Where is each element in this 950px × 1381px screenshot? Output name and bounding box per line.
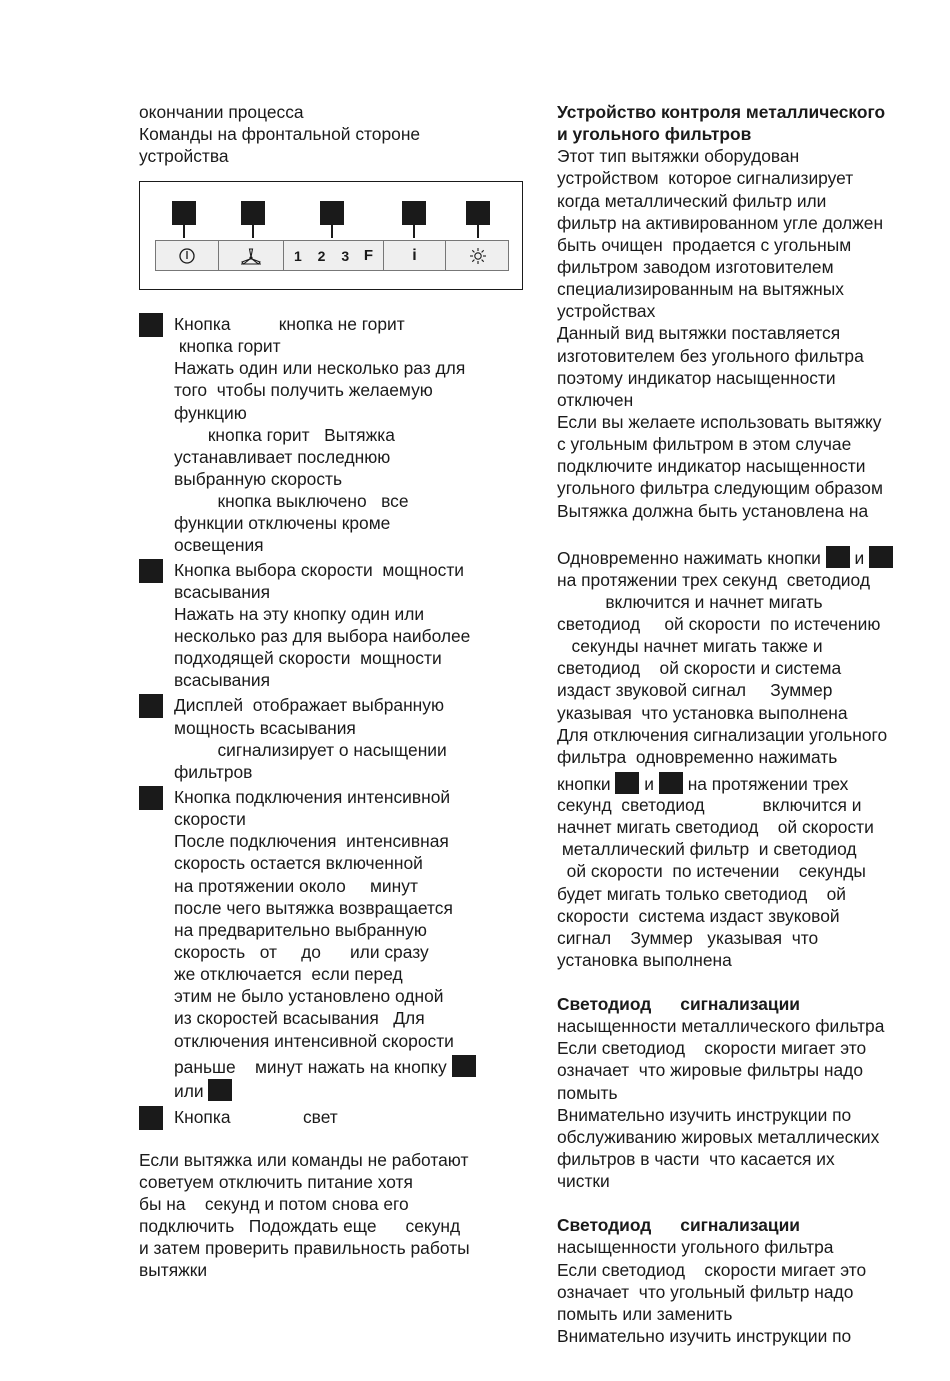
text-line: чистки — [557, 1171, 610, 1192]
left-column — [139, 101, 529, 167]
text-line: фильтр на активированном угле должен — [557, 212, 884, 233]
text-line: с угольным фильтром в этом случае — [557, 434, 852, 455]
text-line — [174, 1052, 529, 1078]
text-line: Кнопка свет — [174, 1106, 338, 1127]
inline-marker — [869, 546, 893, 568]
text-line: металлический фильтр и светодиод — [557, 839, 857, 860]
text-line: устанавливает последнюю — [174, 446, 391, 467]
text-line: из скоростей всасывания Для — [174, 1008, 425, 1029]
marker-stem — [252, 225, 254, 238]
fan-key — [219, 241, 284, 270]
text-line: подключите индикатор насыщенности — [557, 456, 866, 477]
text-line: насыщенности угольного фильтра — [557, 1237, 834, 1258]
list-item — [139, 313, 529, 557]
text-line: быть очищен продается с угольным — [557, 234, 852, 255]
text-line: кнопка горит — [174, 336, 281, 357]
marker-square — [402, 201, 426, 225]
text-fragment: раньше минут нажать на кнопку — [174, 1056, 452, 1077]
item-marker — [139, 786, 163, 810]
marker-square — [320, 201, 344, 225]
text-line: Этот тип вытяжки оборудован — [557, 146, 800, 167]
marker-stem — [477, 225, 479, 238]
text-line: ой скорости по истечении секунды — [557, 861, 866, 882]
power-icon — [178, 247, 196, 265]
text-line: изготовителем без угольного фильтра — [557, 345, 864, 366]
inline-marker — [659, 772, 683, 794]
text-line: После подключения интенсивная — [174, 831, 449, 852]
text-line: сигнализирует о насыщении — [174, 739, 447, 760]
text-line: же отключается если перед — [174, 964, 403, 985]
text-line: устройства — [139, 146, 229, 167]
marker-square — [241, 201, 265, 225]
text-fragment: Одновременно нажимать кнопки — [557, 547, 826, 568]
text-line: Если вытяжка или команды не работают — [139, 1149, 469, 1170]
text-line — [557, 768, 942, 794]
info-icon: i — [412, 246, 417, 264]
text-line: Данный вид вытяжки поставляется — [557, 323, 841, 344]
text-line: включится и начнет мигать — [557, 591, 823, 612]
text-line: этим не было установлено одной — [174, 986, 444, 1007]
text-line: отключения интенсивной скорости — [174, 1030, 454, 1051]
text-line: установка выполнена — [557, 949, 732, 970]
text-line: Если светодиод скорости мигает это — [557, 1038, 867, 1059]
light-key — [446, 241, 509, 270]
inline-marker — [208, 1079, 232, 1101]
text-line: светодиод ой скорости и система — [557, 658, 842, 679]
intensive-key — [384, 241, 446, 270]
paragraph — [557, 993, 942, 1192]
text-line: насыщенности металлического фильтра — [557, 1016, 885, 1037]
text-line: Если светодиод скорости мигает это — [557, 1259, 867, 1280]
text-line: кнопка горит Вытяжка — [174, 424, 395, 445]
text-line: того чтобы получить желаемую — [174, 380, 433, 401]
text-line: означает что угольный фильтр надо — [557, 1281, 854, 1302]
text-line: Нажать на эту кнопку один или — [174, 603, 425, 624]
text-line: Дисплей отображает выбранную — [174, 695, 445, 716]
text-line: устройством которое сигнализирует — [557, 168, 854, 189]
text-fragment: на протяжении трех — [682, 773, 849, 794]
paragraph — [557, 1214, 942, 1347]
heading-line: и угольного фильтров — [557, 124, 752, 145]
section-heading — [557, 101, 942, 145]
text-line: после чего вытяжка возвращается — [174, 897, 453, 918]
text-line — [557, 545, 942, 569]
filter-indicator: F — [363, 247, 373, 264]
marker-stem — [331, 225, 333, 238]
text-line: советуем отключить питание хотя — [139, 1171, 413, 1192]
text-line: издаст звуковой сигнал Зуммер — [557, 680, 833, 701]
text-line: фильтра одновременно нажимать — [557, 746, 838, 767]
text-line: несколько раз для выбора наиболее — [174, 625, 471, 646]
text-line — [174, 1078, 529, 1104]
text-line: секунды начнет мигать также и — [557, 636, 823, 657]
text-line: фильтров в части что касается их — [557, 1149, 835, 1170]
text-line: выбранную скорость — [174, 468, 343, 489]
speed-display — [284, 241, 384, 270]
list-item — [139, 559, 529, 692]
item-marker — [139, 313, 163, 337]
item-marker — [139, 694, 163, 718]
heading-line: Устройство контроля металлического — [557, 102, 886, 122]
power-key — [156, 241, 219, 270]
text-line: начнет мигать светодиод ой скорости — [557, 817, 874, 838]
text-line: отключен — [557, 389, 634, 410]
buttons-description — [139, 313, 529, 1282]
text-fragment: и — [639, 773, 659, 794]
text-line: скорость остается включенной — [174, 853, 423, 874]
text-line: Нажать один или несколько раз для — [174, 358, 466, 379]
control-bar — [155, 240, 509, 271]
text-fragment: кнопки — [557, 773, 616, 794]
text-line: секунд светодиод включится и — [557, 794, 862, 815]
text-line: помыть или заменить — [557, 1303, 733, 1324]
text-line: угольного фильтра следующим образом — [557, 478, 883, 499]
text-line: светодиод ой скорости по истечению — [557, 613, 881, 634]
text-line: скорости система издаст звуковой — [557, 905, 840, 926]
text-line: функцию — [174, 402, 247, 423]
text-line: Если вы желаете использовать вытяжку — [557, 411, 882, 432]
text-line: подключить Подождать еще секунд — [139, 1216, 461, 1237]
text-line: на предварительно выбранную — [174, 919, 427, 940]
marker-stem — [183, 225, 185, 238]
marker-stem — [413, 225, 415, 238]
heading-line: Светодиод сигнализации — [557, 1215, 800, 1236]
text-line: Кнопка выбора скорости мощности — [174, 559, 465, 580]
text-line: всасывания — [174, 670, 271, 691]
text-line: на протяжении около минут — [174, 875, 418, 896]
list-item — [139, 786, 529, 1104]
text-line: Команды на фронтальной стороне — [139, 124, 421, 145]
light-icon — [469, 247, 487, 265]
text-line: фильтров — [174, 761, 253, 782]
list-item — [139, 1106, 529, 1128]
text-line: специализированным на вытяжных — [557, 279, 844, 300]
text-line: вытяжки — [139, 1260, 208, 1281]
text-line: освещения — [174, 535, 264, 556]
troubleshooting-note — [139, 1149, 529, 1282]
text-line: Кнопка кнопка не горит — [174, 314, 405, 334]
fan-icon — [240, 247, 262, 265]
text-line: Внимательно изучить инструкции по — [557, 1104, 852, 1125]
control-panel-figure — [139, 181, 523, 290]
inline-marker — [826, 546, 850, 568]
inline-marker — [615, 772, 639, 794]
text-line: фильтром заводом изготовителем — [557, 256, 834, 277]
text-line: функции отключены кроме — [174, 513, 391, 534]
paragraph — [557, 545, 942, 971]
text-line: будет мигать только светодиод ой — [557, 883, 846, 904]
text-line: обслуживанию жировых металлических — [557, 1126, 880, 1147]
text-line: Для отключения сигнализации угольного — [557, 724, 888, 745]
paragraph — [557, 145, 942, 521]
text-line: подходящей скорости мощности — [174, 648, 442, 669]
text-line: когда металлический фильтр или — [557, 190, 827, 211]
text-line: Кнопка подключения интенсивной — [174, 786, 451, 807]
text-line: кнопка выключено все — [174, 491, 409, 512]
text-line: мощность всасывания — [174, 717, 356, 738]
text-line: поэтому индикатор насыщенности — [557, 367, 836, 388]
text-line: Внимательно изучить инструкции по — [557, 1326, 852, 1347]
text-line: означает что жировые фильтры надо — [557, 1060, 863, 1081]
marker-square — [466, 201, 490, 225]
speed-digits: 1 2 3 — [294, 247, 356, 264]
text-line: на протяжении трех секунд светодиод — [557, 569, 870, 590]
text-line: помыть — [557, 1082, 618, 1103]
text-fragment: или — [174, 1080, 209, 1101]
text-line: скорости — [174, 809, 246, 830]
text-line: всасывания — [174, 581, 271, 602]
text-fragment: и — [849, 547, 870, 568]
text-line: окончании процесса — [139, 102, 304, 122]
intro-text — [139, 101, 529, 167]
right-column — [557, 101, 942, 1347]
text-line: и затем проверить правильность работы — [139, 1238, 470, 1259]
text-line: устройствах — [557, 301, 656, 322]
item-marker — [139, 559, 163, 583]
inline-marker — [452, 1055, 476, 1077]
text-line: Вытяжка должна быть установлена на — [557, 500, 869, 521]
list-item — [139, 694, 529, 783]
item-marker — [139, 1106, 163, 1130]
text-line: указывая что установка выполнена — [557, 702, 848, 723]
marker-square — [172, 201, 196, 225]
heading-line: Светодиод сигнализации — [557, 994, 800, 1015]
text-line: сигнал Зуммер указывая что — [557, 927, 819, 948]
text-line: бы на секунд и потом снова его — [139, 1194, 409, 1215]
text-line: скорость от до или сразу — [174, 941, 429, 962]
